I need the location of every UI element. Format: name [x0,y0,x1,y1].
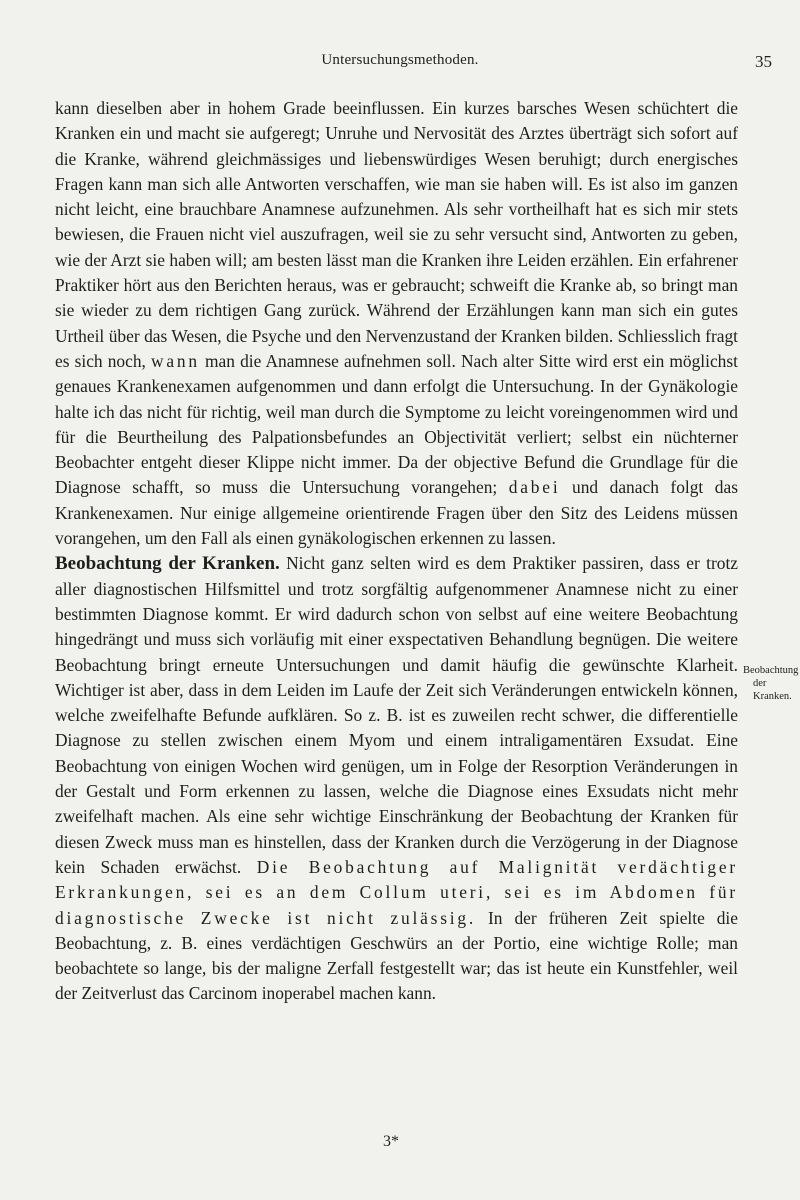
spaced-emphasis: dabei [508,477,561,498]
paragraph-text: und danach folgt das Krankenexamen. Nur einige allgemeine orientirende Fragen über den Sitz des Leidens müssen vorangehen, um den Fall als einen gynäkologischen erkennen zu lassen. [55,477,738,549]
signature-mark: 3* [383,1133,399,1150]
paragraph-text: Nicht ganz selten wird es dem Praktiker passiren, dass er trotz aller diagnostischen Hilfsmittel und trotz sorgfältig aufgenommener Anamnese nicht zu einer bestimmten Diagnose kommt. Er wird dadurch schon von selbst auf eine weitere Beobachtung hingedrängt und muss sich vorläufig mit einer exspectativen Behandlung begnügen. Die weitere Beobachtung bringt erneute Untersuchungen und damit häufig die gewünschte Klarheit. Wichtiger ist aber, dass in dem Leiden im Laufe der Zeit sich Veränderungen entwickeln können, welche zweifelhafte Befunde aufklären. So z. B. ist es zuweilen recht schwer, die differentielle Diagnose zu stellen zwischen einem Myom und einem intraligamentären Exsudat. Eine Beobachtung von einigen Wochen wird genügen, um in Folge der Resorption Veränderungen in der Gestalt und Form erkennen zu lassen, welche die Diagnose eines Exsudats nicht mehr zweifelhaft machen. Als eine sehr wichtige Einschränkung der Beobachtung der Kranken für diesen Zweck muss man es hinstellen, dass der Kranken durch die Verzögerung in der Diagnose kein Schaden erwächst. [55,553,738,877]
margin-note [743,664,799,703]
section-heading: Beobachtung der Kranken. [55,553,280,575]
paragraph-text: kann dieselben aber in hohem Grade beeinflussen. Ein kurzes barsches Wesen schüchtert die Kranken ein und macht sie aufgeregt; Unruhe und Nervosität des Arztes überträgt sich sofort auf die Kranke, während gleichmässiges und liebenswürdiges Wesen beruhigt; durch energisches Fragen kann man sich alle Antworten verschaffen, wie man sie haben will. Es ist also im ganzen nicht leicht, eine brauchbare Anamnese aufzunehmen. Als sehr vortheilhaft hat es sich mir stets bewiesen, die Frauen nicht viel auszufragen, weil sie zu sehr versucht sind, Antworten zu geben, wie der Arzt sie haben will; am besten lässt man die Kranken ihre Leiden erzählen. Ein erfahrener Praktiker hört aus den Berichten heraus, was er gebraucht; schweift die Kranke ab, so bringt man sie wieder zu dem richtigen Gang zurück. Während der Erzählungen kann man sich ein gutes Urtheil über das Wesen, die Psyche und den Nervenzustand der Kranken bilden. Schliesslich fragt es sich noch, [55,98,738,371]
body-text [55,96,738,1007]
spaced-emphasis: wann [151,350,200,371]
running-title: Untersuchungsmethoden. [321,52,479,68]
paragraph-beobachtung [55,551,738,1006]
spaced-emphasis: Die Beobachtung auf Malignität verdächtiger Erkrankungen, sei es an dem Collum uteri, sei es im Abdomen für diagnostische Zwecke ist nicht zulässig. [55,856,738,928]
page-number: 35 [755,52,772,71]
margin-note-line: der Kranken. [753,678,792,702]
page-header [40,50,772,80]
paragraph-text: man die Anamnese aufnehmen soll. Nach alter Sitte wird erst ein möglichst genaues Krankenexamen aufgenommen und dann erfolgt die Untersuchung. In der Gynäkologie halte ich das nicht für richtig, weil man durch die Symptome zu leicht voreingenommen wird und für die Beurtheilung des Palpationsbefundes an Objectivität verliert; selbst ein nüchterner Beobachter entgeht dieser Klippe nicht immer. Da der objective Befund die Grundlage für die Diagnose schafft, so muss die Untersuchung vorangehen; [55,350,738,498]
paragraph-text: In der früheren Zeit spielte die Beobachtung, z. B. eines verdächtigen Geschwürs an der Portio, eine wichtige Rolle; man beobachtete so lange, bis der maligne Zerfall festgestellt war; das ist heute ein Kunstfehler, weil der Zeitverlust das Carcinom inoperabel machen kann. [55,907,738,1004]
margin-note-line: Beobachtung [743,665,799,676]
paragraph-anamnese [55,96,738,551]
